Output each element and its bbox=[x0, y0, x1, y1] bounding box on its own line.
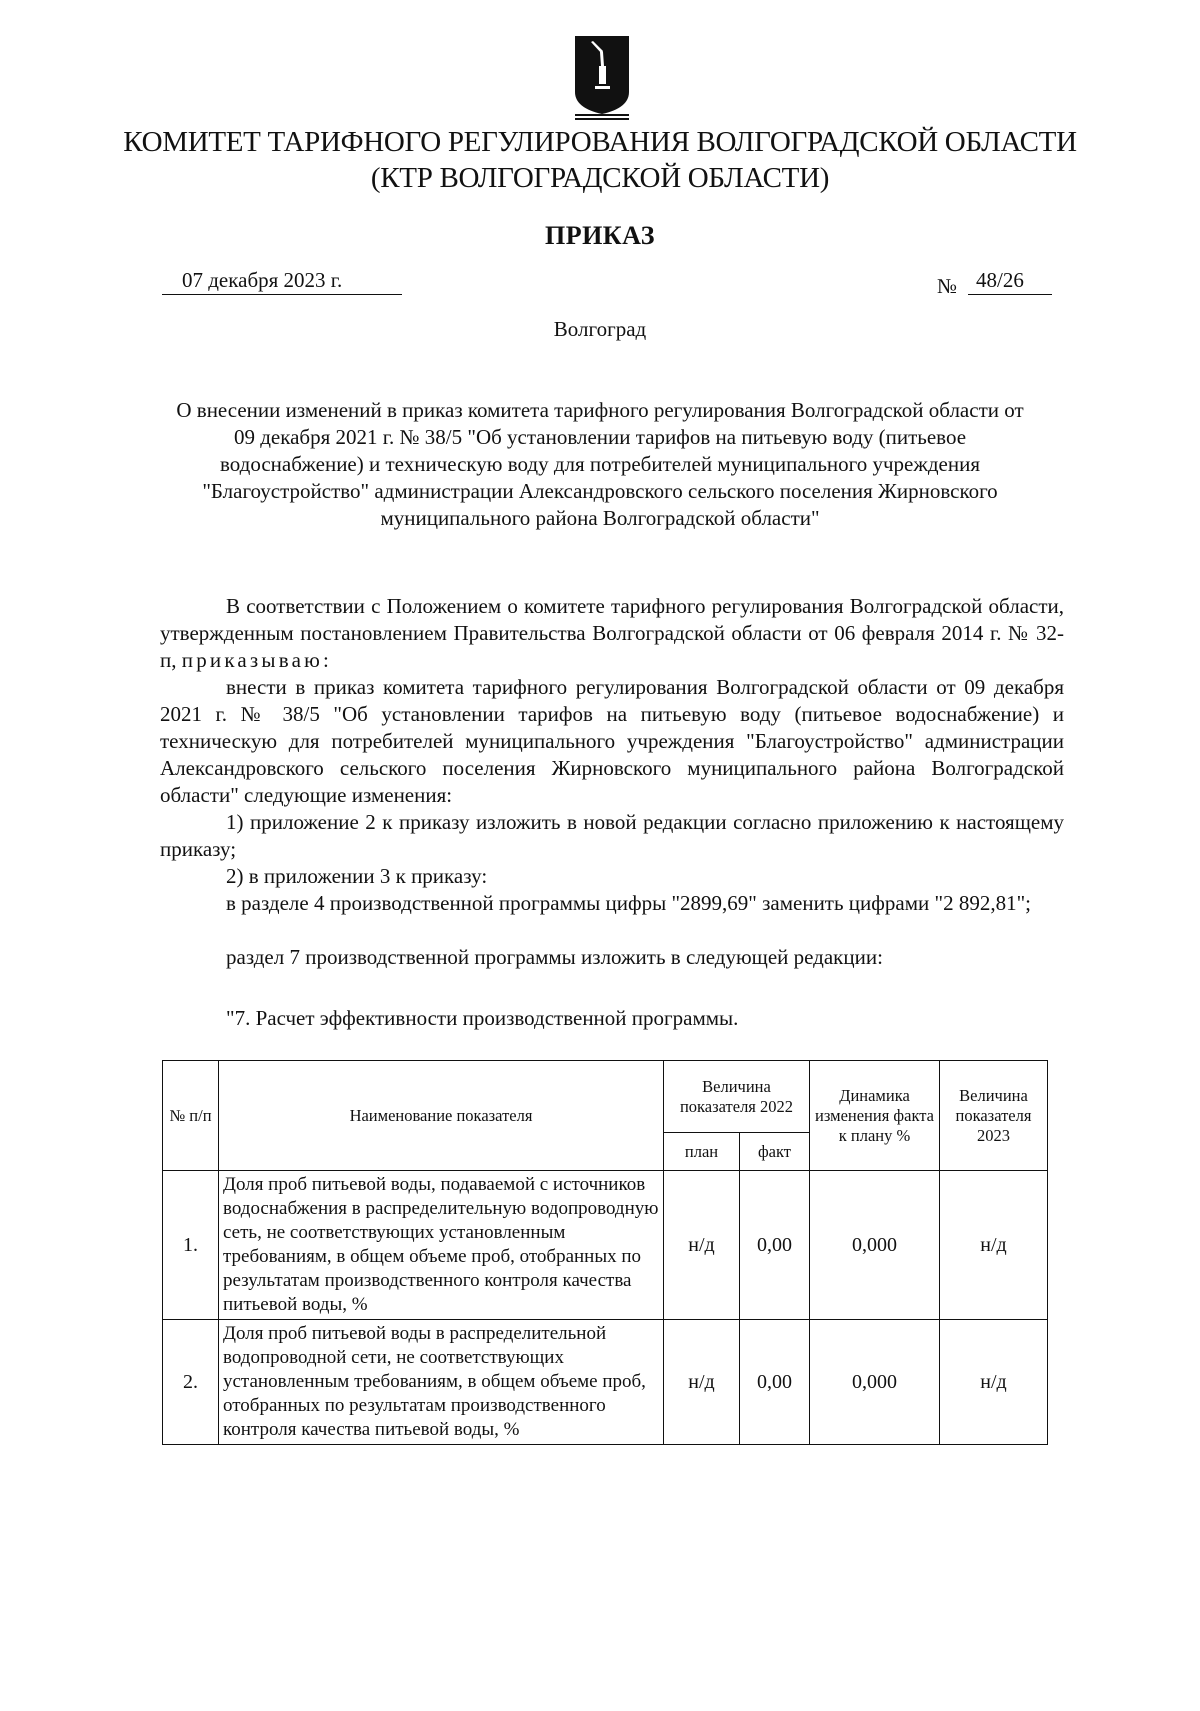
table-row bbox=[163, 1171, 1048, 1320]
number-sign: № bbox=[937, 274, 958, 298]
row-value-2023: н/д bbox=[940, 1171, 1048, 1320]
header-name: Наименование показателя bbox=[219, 1061, 664, 1171]
row-fact: 0,00 bbox=[740, 1171, 810, 1320]
section-4-paragraph: в разделе 4 производственной программы цифры "2899,69" заменить цифрами "2 892,81"; bbox=[226, 891, 1031, 915]
row-dynamics: 0,000 bbox=[810, 1320, 940, 1445]
row-indicator-name: Доля проб питьевой воды в распределительной водопроводной сети, не соответствующих установленным требованиям, в общем объеме проб, отобранных по результатам производственного контроля качества питьевой воды, % bbox=[219, 1320, 664, 1445]
row-num: 1. bbox=[163, 1171, 219, 1320]
organization-name: КОМИТЕТ ТАРИФНОГО РЕГУЛИРОВАНИЯ ВОЛГОГРАДСКОЙ ОБЛАСТИ bbox=[123, 126, 1077, 158]
section-7-paragraph: раздел 7 производственной программы изложить в следующей редакции: bbox=[226, 945, 883, 969]
header-plan: план bbox=[664, 1133, 740, 1171]
document-date: 07 декабря 2023 г. bbox=[162, 266, 402, 295]
document-type: ПРИКАЗ bbox=[544, 221, 656, 250]
document-number: 48/26 bbox=[968, 266, 1052, 295]
row-num: 2. bbox=[163, 1320, 219, 1445]
table-row bbox=[163, 1320, 1048, 1445]
volgograd-emblem-icon bbox=[573, 34, 631, 122]
efficiency-table bbox=[162, 1060, 1048, 1445]
header-num: № п/п bbox=[163, 1061, 219, 1171]
header-value-2022: Величина показателя 2022 bbox=[664, 1061, 810, 1133]
section-7-heading: "7. Расчет эффективности производственной программы. bbox=[226, 1006, 739, 1030]
organization-short-name: (КТР ВОЛГОГРАДСКОЙ ОБЛАСТИ) bbox=[370, 162, 830, 194]
row-value-2023: н/д bbox=[940, 1320, 1048, 1445]
header-fact: факт bbox=[740, 1133, 810, 1171]
row-fact: 0,00 bbox=[740, 1320, 810, 1445]
order-paragraph: внести в приказ комитета тарифного регулирования Волгоградской области от 09 декабря 2021 г. № 38/5 "Об установлении тарифов на питьевую воду (питьевое водоснабжение) и техническую для потребителей муниципального учреждения "Благоустройство" администрации Александровского сельского поселения Жирновского муниципального района Волгоградской области" следующие изменения: bbox=[160, 675, 1064, 807]
header-value-2023: Величина показателя 2023 bbox=[940, 1061, 1048, 1171]
preamble-paragraph bbox=[160, 593, 1064, 674]
row-plan: н/д bbox=[664, 1320, 740, 1445]
document-city: Волгоград bbox=[553, 317, 647, 341]
row-dynamics: 0,000 bbox=[810, 1171, 940, 1320]
header-dynamics: Динамика изменения факта к плану % bbox=[810, 1061, 940, 1171]
row-plan: н/д bbox=[664, 1171, 740, 1320]
item-1-paragraph: 1) приложение 2 к приказу изложить в новой редакции согласно приложению к настоящему приказу; bbox=[160, 810, 1064, 861]
preamble-text: В соответствии с Положением о комитете тарифного регулирования Волгоградской области, утвержденным постановлением Правительства Волгоградской области от 06 февраля 2014 г. № 32-п, bbox=[160, 594, 1064, 672]
item-2-paragraph: 2) в приложении 3 к приказу: bbox=[226, 864, 488, 888]
document-title: О внесении изменений в приказ комитета тарифного регулирования Волгоградской области от 09 декабря 2021 г. № 38/5 "Об установлении тарифов на питьевую воду (питьевое водоснабжение) и техническую воду для потребителей муниципального учреждения "Благоустройство" администрации Александровского сельского поселения Жирновского муниципального района Волгоградской области" bbox=[176, 398, 1024, 530]
order-word: приказываю: bbox=[181, 648, 333, 672]
row-indicator-name: Доля проб питьевой воды, подаваемой с источников водоснабжения в распределительную водопроводную сеть, не соответствующих установленным требованиям, в общем объеме проб, отобранных по результатам производственного контроля качества питьевой воды, % bbox=[219, 1171, 664, 1320]
